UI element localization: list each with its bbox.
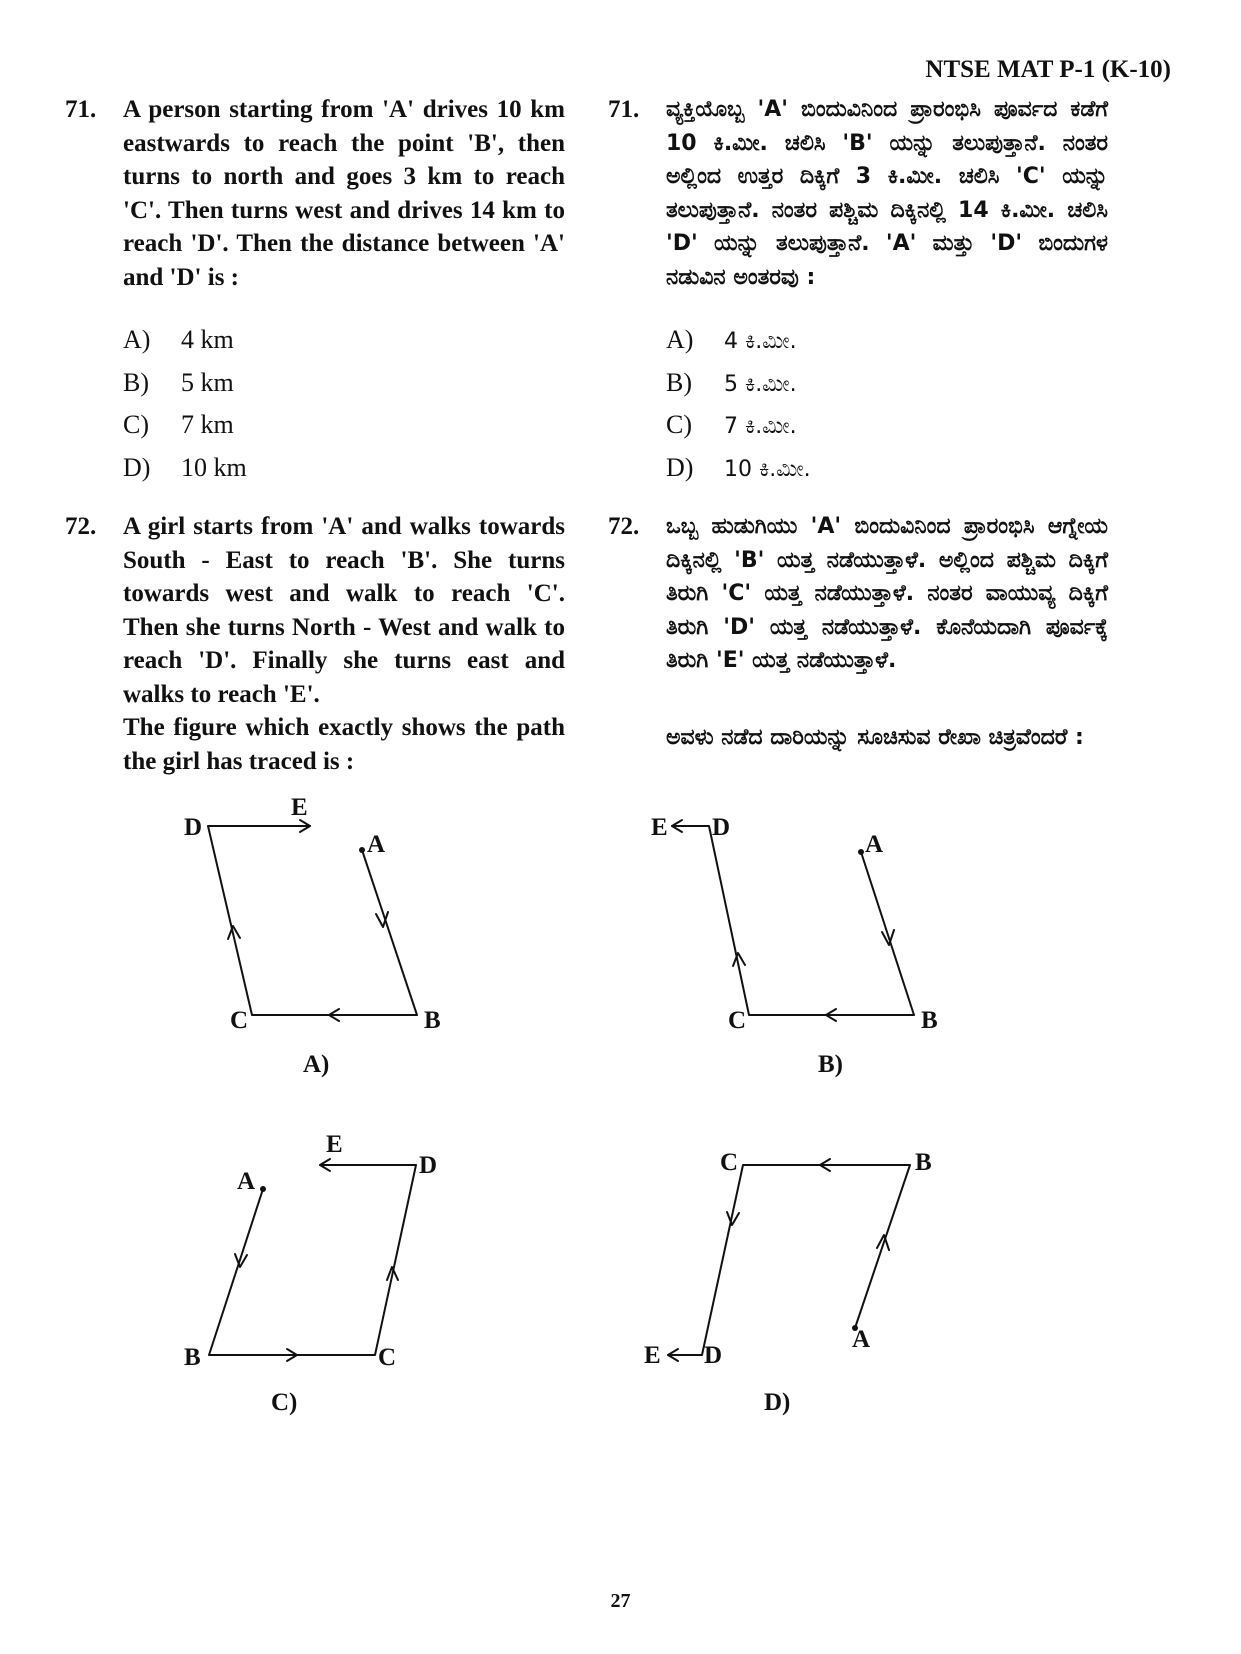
question-number: 72.: [608, 513, 640, 540]
figure-b-label-c: C: [728, 1007, 747, 1034]
figure-d-caption: D): [764, 1389, 791, 1416]
figure-c-label-c: C: [378, 1344, 397, 1371]
figure-d-label-d: D: [704, 1342, 723, 1369]
figure-a-label-c: C: [230, 1007, 249, 1034]
figure-b-label-e: E: [651, 814, 668, 841]
figure-b-label-d: D: [712, 814, 731, 841]
option-label: C): [666, 410, 692, 439]
figure-a-label-d: D: [184, 814, 203, 841]
figure-b-label-a: A: [865, 831, 884, 858]
question-number: 71.: [608, 96, 640, 123]
point-a-dot: [359, 847, 365, 853]
option-label: D): [666, 452, 694, 482]
option-value: 5 km: [181, 367, 234, 397]
question-number: 72.: [65, 513, 97, 540]
figure-d-label-e: E: [644, 1342, 661, 1369]
figure-b-label-b: B: [921, 1007, 938, 1034]
figure-c-label-b: B: [184, 1344, 201, 1371]
figure-c-label-a: A: [237, 1168, 256, 1195]
figure-a-label-a: A: [367, 831, 386, 858]
question-text: A person starting from 'A' drives 10 km eastwards to reach the point 'B', then turns to north and goes 3 km to reach 'C'. Then turns west and drives 14 km to reach 'D'. Then the distance between 'A' and 'D' is :: [123, 96, 565, 291]
option-value: 7 km: [181, 410, 234, 439]
figure-a-path: [208, 820, 417, 1021]
option-value: 10 km: [181, 452, 247, 482]
figure-d-label-b: B: [915, 1149, 932, 1176]
option-label: A): [666, 325, 694, 354]
figure-c-caption: C): [271, 1389, 298, 1416]
figure-a-label-b: B: [424, 1007, 441, 1034]
figure-c-label-d: D: [419, 1152, 438, 1179]
figure-d-label-a: A: [852, 1326, 871, 1353]
figure-c-label-e: E: [326, 1131, 343, 1158]
figure-d-label-c: C: [720, 1149, 739, 1176]
option-label: D): [123, 452, 151, 482]
option-value: 5 ಕಿ.ಮೀ.: [724, 371, 797, 397]
question-prompt: ಅವಳು ನಡೆದ ದಾರಿಯನ್ನು ಸೂಚಿಸುವ ರೇಖಾ ಚಿತ್ರವೆಂದರೆ :: [666, 725, 1084, 750]
question-number: 71.: [65, 96, 97, 123]
figure-a-caption: A): [303, 1051, 330, 1078]
option-value: 4 ಕಿ.ಮೀ.: [724, 329, 797, 354]
point-a-dot: [858, 849, 864, 855]
page-header: NTSE MAT P-1 (K-10): [925, 56, 1171, 83]
figure-d-path: [668, 1159, 910, 1361]
page-number: 27: [610, 1590, 631, 1612]
option-label: B): [666, 367, 692, 397]
option-label: B): [123, 367, 149, 397]
option-label: C): [123, 410, 149, 439]
question-text: ಒಬ್ಬ ಹುಡುಗಿಯು 'A' ಬಿಂದುವಿನಿಂದ ಪ್ರಾರಂಭಿಸಿ ಆಗ್ನೇಯ ದಿಕ್ಕಿನಲ್ಲಿ 'B' ಯತ್ತ ನಡೆಯುತ್ತಾಳೆ. ಅಲ್ಲಿಂದ ಪಶ್ಚಿಮ ದಿಕ್ಕಿಗೆ ತಿರುಗಿ 'C' ಯತ್ತ ನಡೆಯುತ್ತಾಳೆ. ನಂತರ ವಾಯುವ್ಯ ದಿಕ್ಕಿಗೆ ತಿರುಗಿ 'D' ಯತ್ತ ನಡೆಯುತ್ತಾಳೆ. ಕೊನೆಯದಾಗಿ ಪೂರ್ವಕ್ಕೆ ತಿರುಗಿ 'E' ಯತ್ತ ನಡೆಯುತ್ತಾಳೆ.: [666, 514, 1108, 673]
figure-a-label-e: E: [291, 794, 308, 821]
question-text: ವ್ಯಕ್ತಿಯೊಬ್ಬ 'A' ಬಿಂದುವಿನಿಂದ ಪ್ರಾರಂಭಿಸಿ ಪೂರ್ವದ ಕಡೆಗೆ 10 ಕಿ.ಮೀ. ಚಲಿಸಿ 'B' ಯನ್ನು ತಲುಪುತ್ತಾನೆ. ನಂತರ ಅಲ್ಲಿಂದ ಉತ್ತರ ದಿಕ್ಕಿಗೆ 3 ಕಿ.ಮೀ. ಚಲಿಸಿ 'C' ಯನ್ನು ತಲುಪುತ್ತಾನೆ. ನಂತರ ಪಶ್ಚಿಮ ದಿಕ್ಕಿನಲ್ಲಿ 14 ಕಿ.ಮೀ. ಚಲಿಸಿ 'D' ಯನ್ನು ತಲುಪುತ್ತಾನೆ. 'A' ಮತ್ತು 'D' ಬಿಂದುಗಳ ನಡುವಿನ ಅಂತರವು :: [666, 97, 1108, 290]
option-value: 4 km: [181, 325, 234, 354]
figure-b-caption: B): [818, 1051, 843, 1078]
option-label: A): [123, 325, 151, 354]
question-text: A girl starts from 'A' and walks towards South - East to reach 'B'. She turns towards west and walk to reach 'C'. Then she turns North - West and walk to reach 'D'. Finally she turns east and walks to reach 'E'.: [123, 513, 565, 708]
question-prompt: The figure which exactly shows the path the girl has traced is :: [123, 714, 565, 775]
option-value: 10 ಕಿ.ಮೀ.: [724, 456, 811, 482]
option-value: 7 ಕಿ.ಮೀ.: [724, 414, 797, 439]
point-a-dot: [260, 1186, 266, 1192]
